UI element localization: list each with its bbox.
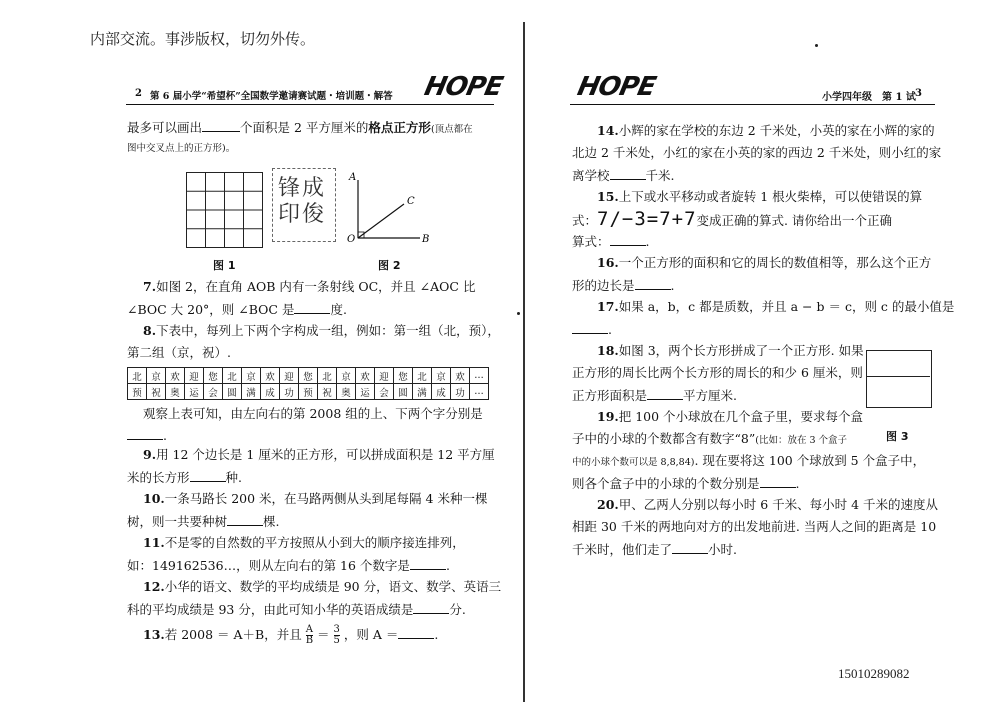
q8-table-cell: 京 — [242, 368, 261, 384]
q8-table-cell: 北 — [223, 368, 242, 384]
q8-table-cell: 您 — [394, 368, 413, 384]
figure1-grid — [186, 172, 263, 248]
q9-line1: 9.用 12 个边长是 1 厘米的正方形，可以拼成面积是 12 平方厘 — [143, 447, 495, 462]
q8-table-cell: 迎 — [280, 368, 299, 384]
matchstick-equation: 7/−3=7+7 — [597, 208, 697, 230]
q20-line1: 20.甲、乙两人分别以每小时 6 千米、每小时 4 千米的速度从 — [597, 497, 939, 512]
q8-table-cell: 奥 — [337, 384, 356, 400]
q8-table-cell: 迎 — [185, 368, 204, 384]
q8-table-cell: 圆 — [223, 384, 242, 400]
figure2-caption: 图 2 — [378, 259, 401, 272]
q8-table-cell: 京 — [337, 368, 356, 384]
figure2-angle-diagram — [344, 168, 434, 250]
q8-table-cell: 运 — [185, 384, 204, 400]
q14-line2: 北边 2 千米处，小红的家在小英的家的西边 2 千米处，则小红的家 — [572, 145, 942, 160]
q8-line4: . — [127, 426, 167, 445]
q7-line2: ∠BOC 大 20°，则 ∠BOC 是 度. — [127, 302, 347, 317]
right-header-title: 小学四年级 第 1 试 — [822, 92, 916, 103]
fraction-A-over-B: $\frac{A}{B}$ — [305, 624, 314, 646]
q7-line1: 7.如图 2，在直角 AOB 内有一条射线 OC，并且 ∠AOC 比 — [143, 279, 476, 294]
page-gutter-divider — [523, 22, 525, 702]
answer-blank — [227, 512, 263, 526]
q15-line1: 15.上下或水平移动或者旋转 1 根火柴棒，可以使错误的算 — [597, 189, 923, 204]
q8-line2: 第二组（京，祝）. — [127, 345, 231, 360]
q8-table-cell: 会 — [204, 384, 223, 400]
q18-line2: 正方形的周长比两个长方形的周长的和少 6 厘米，则 — [572, 365, 863, 380]
answer-blank — [635, 276, 671, 290]
q11-line2: 如：149162536…，则从左向右的第 16 个数字是 . — [127, 558, 450, 573]
q12-line2: 科的平均成绩是 93 分，由此可知小华的英语成绩是 分. — [127, 602, 466, 617]
q8-table-cell: 预 — [128, 384, 147, 400]
q8-table-cell: 京 — [432, 368, 451, 384]
answer-blank — [760, 474, 796, 488]
q15-line2: 式：7/−3=7+7变成正确的算式. 请你给出一个正确 — [572, 208, 892, 230]
q8-table-cell: 欢 — [356, 368, 375, 384]
answer-blank — [190, 468, 226, 482]
q20-line3: 千米时，他们走了 小时. — [572, 542, 737, 557]
hope-logo: HOPE — [574, 72, 658, 102]
fig2-label-C: C — [407, 196, 415, 207]
answer-blank — [647, 386, 683, 400]
q8-table-cell: 欢 — [451, 368, 470, 384]
q8-table-cell: 欢 — [261, 368, 280, 384]
q8-table-cell: 北 — [128, 368, 147, 384]
q17-line2: . — [572, 320, 612, 339]
answer-blank — [413, 600, 449, 614]
q9-line2: 米的长方形 种. — [127, 470, 242, 485]
right-header-rule — [570, 104, 935, 105]
q8-table-cell: 京 — [147, 368, 166, 384]
q8-table-cell: 功 — [451, 384, 470, 400]
q8-table-cell: 圆 — [394, 384, 413, 400]
q10-line2: 树，则一共要种树 棵. — [127, 514, 280, 529]
fig2-label-B: B — [422, 234, 430, 245]
q13-line1: 13.若 2008 ＝ A＋B，并且 $\frac{A}{B}$ ＝ $\frac{3}{5}$ ，则 A ＝ . — [143, 624, 439, 646]
q8-table-cell: 满 — [413, 384, 432, 400]
left-page-number: 2 — [135, 88, 142, 99]
q8-table-cell: … — [470, 368, 489, 384]
answer-blank — [672, 540, 708, 554]
scan-speck — [815, 44, 818, 47]
copyright-notice: 内部交流。事涉版权，切勿外传。 — [90, 30, 316, 48]
q8-table-cell: 预 — [299, 384, 318, 400]
right-page-number: 3 — [915, 88, 922, 99]
answer-blank — [610, 166, 646, 180]
q8-character-table — [127, 367, 489, 400]
q12-line1: 12.小华的语文、数学的平均成绩是 90 分，语文、数学、英语三 — [143, 579, 502, 594]
q8-line3: 观察上表可知，由左向右的第 2008 组的上、下两个字分别是 — [143, 406, 483, 421]
figure3-square — [866, 350, 932, 408]
q15-line3: 算式： . — [572, 234, 650, 249]
q8-table-cell: 奥 — [166, 384, 185, 400]
q8-table-cell: 成 — [432, 384, 451, 400]
left-header-title: 第 6 届小学“希望杯”全国数学邀请赛试题・培训题・解答 — [150, 91, 393, 102]
q8-table-cell: 功 — [280, 384, 299, 400]
q8-table-cell: 北 — [318, 368, 337, 384]
answer-blank — [572, 320, 608, 334]
q8-table-cell: 成 — [261, 384, 280, 400]
phone-number: 15010289082 — [838, 666, 910, 681]
q17-line1: 17.如果 a，b，c 都是质数，并且 a − b ＝ c，则 c 的最小值是 — [597, 299, 955, 314]
fig2-label-A: A — [349, 172, 357, 183]
q8-table-cell: 迎 — [375, 368, 394, 384]
q19-line3: 中的小球个数可以是 8,8,84). 现在要将这 100 个球放到 5 个盒子中， — [572, 453, 926, 468]
q18-line3: 正方形面积是 平方厘米. — [572, 388, 737, 403]
figure1-caption: 图 1 — [213, 259, 236, 272]
q8-table-cell: 会 — [375, 384, 394, 400]
q8-table-cell: … — [470, 384, 489, 400]
q8-table-cell: 欢 — [166, 368, 185, 384]
q16-line1: 16.一个正方形的面积和它的周长的数值相等，那么这个正方 — [597, 255, 932, 270]
q8-table-row-bottom — [128, 384, 489, 400]
q19-line1: 19.把 100 个小球放在几个盒子里，要求每个盒 — [597, 409, 864, 424]
q8-table-cell: 北 — [413, 368, 432, 384]
q8-table-cell: 祝 — [318, 384, 337, 400]
q8-table-cell: 您 — [299, 368, 318, 384]
answer-blank — [202, 118, 240, 132]
q8-table-row-top — [128, 368, 489, 384]
figure3-divider — [866, 376, 930, 377]
answer-blank — [294, 300, 330, 314]
q14-line1: 14.小辉的家在学校的东边 2 千米处，小英的家在小辉的家的 — [597, 123, 935, 138]
q10-line1: 10.一条马路长 200 米，在马路两侧从头到尾每隔 4 米种一棵 — [143, 491, 488, 506]
answer-blank — [398, 625, 434, 639]
q19-line4: 则各个盒子中的小球的个数分别是 . — [572, 476, 800, 491]
hope-logo: HOPE — [421, 72, 505, 102]
q6-line1: 最多可以画出 个面积是 2 平方厘米的格点正方形(顶点都在 — [127, 120, 473, 135]
q8-table-cell: 运 — [356, 384, 375, 400]
q18-line1: 18.如图 3，两个长方形拼成了一个正方形. 如果 — [597, 343, 864, 358]
q8-table-cell: 您 — [204, 368, 223, 384]
answer-blank — [127, 426, 163, 440]
fraction-3-over-5: $\frac{3}{5}$ — [333, 624, 340, 646]
q8-table-cell: 祝 — [147, 384, 166, 400]
q19-line2: 子中的小球的个数都含有数字“8”(比如：放在 3 个盒子 — [572, 431, 848, 446]
answer-blank — [410, 556, 446, 570]
q14-line3: 离学校 千米. — [572, 168, 675, 183]
q6-line2: 图中交叉点上的正方形)。 — [127, 143, 236, 154]
q8-table-cell: 满 — [242, 384, 261, 400]
seal-stamp-text: 锋成印俊 — [278, 176, 327, 227]
figure3-caption: 图 3 — [886, 430, 909, 443]
left-header-rule — [126, 104, 494, 105]
fig2-label-O: O — [347, 234, 356, 245]
q20-line2: 相距 30 千米的两地向对方的出发地前进. 当两人之间的距离是 10 — [572, 519, 937, 534]
q11-line1: 11.不是零的自然数的平方按照从小到大的顺序接连排列， — [143, 535, 465, 550]
scan-speck — [517, 312, 520, 315]
q8-line1: 8.下表中，每列上下两个字构成一组，例如：第一组（北，预）， — [143, 323, 500, 338]
answer-blank — [610, 232, 646, 246]
q16-line2: 形的边长是 . — [572, 278, 675, 293]
